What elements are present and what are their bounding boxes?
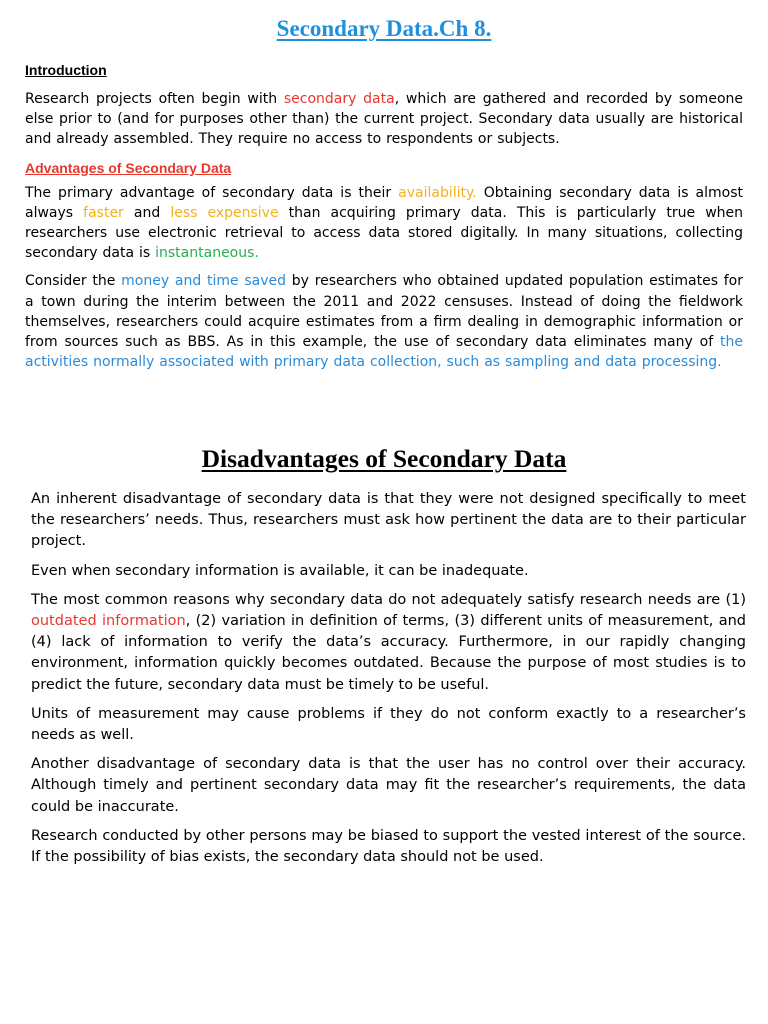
text-run: The primary advantage of secondary data is their	[25, 184, 399, 201]
text-run: Obtaining secondary data is almost always	[25, 184, 743, 221]
highlight-outdated-information: outdated information	[31, 613, 186, 630]
text-run: than acquiring primary data. This is particularly true when researchers use electronic retrieval to access data stored digitally. In many situations, collecting secondary data is	[25, 204, 744, 262]
text-run: Consider the	[25, 273, 122, 290]
highlight-secondary-data: secondary data	[283, 91, 395, 107]
advantages-heading: Advantages of Secondary Data	[25, 159, 232, 176]
advantages-paragraph-1	[25, 183, 743, 264]
highlight-availability: availability.	[398, 184, 477, 201]
highlight-activities: the activities normally associated with primary data collection, such as sampling and data processing.	[25, 334, 743, 371]
text-run: , which are gathered and recorded by someone else prior to (and for purposes other than) the current project. Secondary data usually are historical and already assembled. They require no access to respondents or subjects.	[25, 91, 743, 148]
disadvantages-paragraph-4: Units of measurement may cause problems if they do not conform exactly to a researcher’s needs as well.	[31, 705, 746, 744]
intro-and-advantages-section	[25, 60, 743, 380]
text-run: , (2) variation in definition of terms, (3) different units of measurement, and (4) lack of information to verify the data’s accuracy. Furthermore, in our rapidly changing environment, information quickly becomes outdated. Because the purpose of most studies is to predict the future, secondary data must be timely to be useful.	[31, 613, 746, 693]
highlight-less-expensive: less expensive	[170, 204, 279, 221]
text-run: The most common reasons why secondary data do not adequately satisfy research needs are (1)	[31, 591, 746, 608]
disadvantages-section	[31, 489, 746, 876]
text-run: and	[123, 204, 171, 221]
disadvantages-paragraph-3	[31, 590, 746, 696]
introduction-paragraph	[25, 89, 743, 150]
highlight-instantaneous: instantaneous.	[155, 245, 259, 262]
disadvantages-paragraph-6: Research conducted by other persons may be biased to support the vested interest of the source. If the possibility of bias exists, the secondary data should not be used.	[31, 827, 746, 866]
disadvantages-paragraph-5: Another disadvantage of secondary data is that the user has no control over their accuracy. Although timely and pertinent secondary data may fit the researcher’s requirements, the data could be inaccurate.	[31, 756, 746, 815]
introduction-heading: Introduction	[25, 62, 107, 78]
advantages-paragraph-2	[25, 271, 743, 372]
highlight-faster: faster	[83, 204, 124, 221]
text-run: Research projects often begin with	[25, 91, 284, 107]
highlight-money-time-saved: money and time saved	[121, 273, 287, 290]
disadvantages-paragraph-1: An inherent disadvantage of secondary data is that they were not designed specifically to meet the researchers’ needs. Thus, researchers must ask how pertinent the data are to their particular project.	[31, 491, 746, 550]
disadvantages-heading: Disadvantages of Secondary Data	[201, 444, 567, 473]
page-title: Secondary Data.Ch 8.	[276, 16, 492, 41]
disadvantages-paragraph-2: Even when secondary information is available, it can be inadequate.	[31, 562, 529, 579]
text-run: by researchers who obtained updated population estimates for a town during the interim between the 2011 and 2022 censuses. Instead of doing the fieldwork themselves, researchers could acquire estimates from a firm dealing in demographic information or from sources such as BBS. As in this example, the use of secondary data eliminates many of	[25, 273, 743, 351]
